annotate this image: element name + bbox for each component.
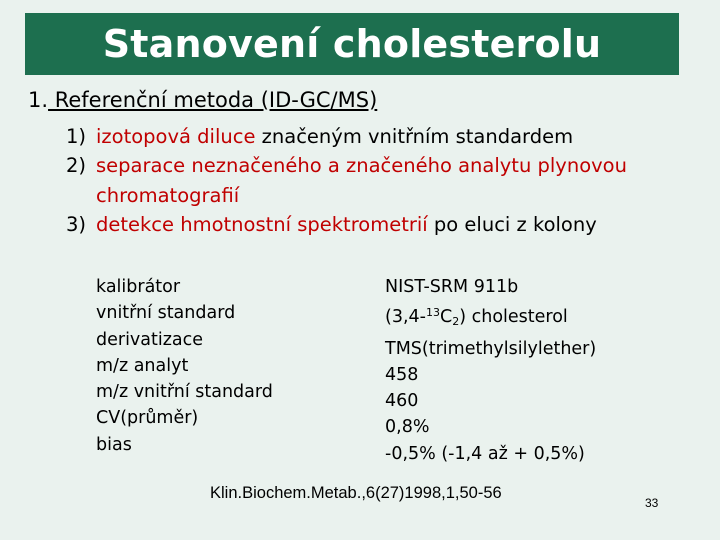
label-internal-standard: vnitřní standard bbox=[96, 303, 236, 324]
step-plain: po eluci z kolony bbox=[427, 212, 597, 236]
title-bar bbox=[25, 13, 679, 75]
step-number: 3) bbox=[66, 212, 87, 236]
step-item bbox=[66, 151, 686, 210]
value-is-suffix: ) cholesterol bbox=[459, 307, 568, 328]
atom-count-subscript: 2 bbox=[452, 315, 460, 329]
value-bias: -0,5% (-1,4 až + 0,5%) bbox=[385, 443, 585, 464]
step-highlight: separace neznačeného a značeného analytu bbox=[96, 154, 538, 178]
step-number: 1) bbox=[66, 125, 87, 148]
section-heading bbox=[28, 88, 377, 112]
label-calibrator: kalibrátor bbox=[96, 277, 181, 297]
step-highlight: izotopová diluce bbox=[96, 125, 256, 148]
value-is-prefix: (3,4- bbox=[385, 307, 426, 328]
value-internal-standard bbox=[385, 300, 596, 335]
step-item bbox=[66, 122, 686, 151]
label-mz-internal-standard: m/z vnitřní standard bbox=[96, 382, 273, 403]
section-text: Referenční metoda (ID-GC/MS) bbox=[48, 88, 378, 112]
slide-title: Stanovení cholesterolu bbox=[102, 22, 602, 66]
step-text bbox=[96, 210, 686, 239]
step-highlight: plynovou chromatografií bbox=[96, 154, 627, 207]
section-number: 1. bbox=[28, 88, 49, 112]
value-calibrator: NIST-SRM 911b bbox=[385, 277, 519, 297]
label-cv: CV(průměr) bbox=[96, 408, 199, 429]
page-number: 33 bbox=[645, 496, 659, 510]
step-plain: značeným vnitřním standardem bbox=[255, 125, 574, 148]
label-mz-analyte: m/z analyt bbox=[96, 355, 189, 376]
parameter-labels bbox=[96, 274, 273, 458]
step-highlight: detekce hmotnostní spektrometrií bbox=[96, 212, 428, 236]
value-is-element: C bbox=[439, 307, 453, 328]
step-text bbox=[96, 122, 686, 151]
value-cv: 0,8% bbox=[385, 417, 430, 438]
step-number: 2) bbox=[66, 154, 87, 178]
value-mz-internal-standard: 460 bbox=[385, 391, 419, 412]
step-text bbox=[96, 151, 686, 210]
label-bias: bias bbox=[96, 434, 132, 455]
label-derivatization: derivatizace bbox=[96, 329, 204, 350]
value-mz-analyte: 458 bbox=[385, 364, 419, 385]
parameter-values bbox=[385, 274, 596, 467]
steps-list bbox=[66, 122, 686, 239]
value-derivatization: TMS(trimethylsilylether) bbox=[385, 338, 597, 359]
step-item bbox=[66, 210, 686, 239]
literature-reference: Klin.Biochem.Metab.,6(27)1998,1,50-56 bbox=[210, 484, 502, 502]
isotope-superscript: 13 bbox=[425, 306, 440, 320]
